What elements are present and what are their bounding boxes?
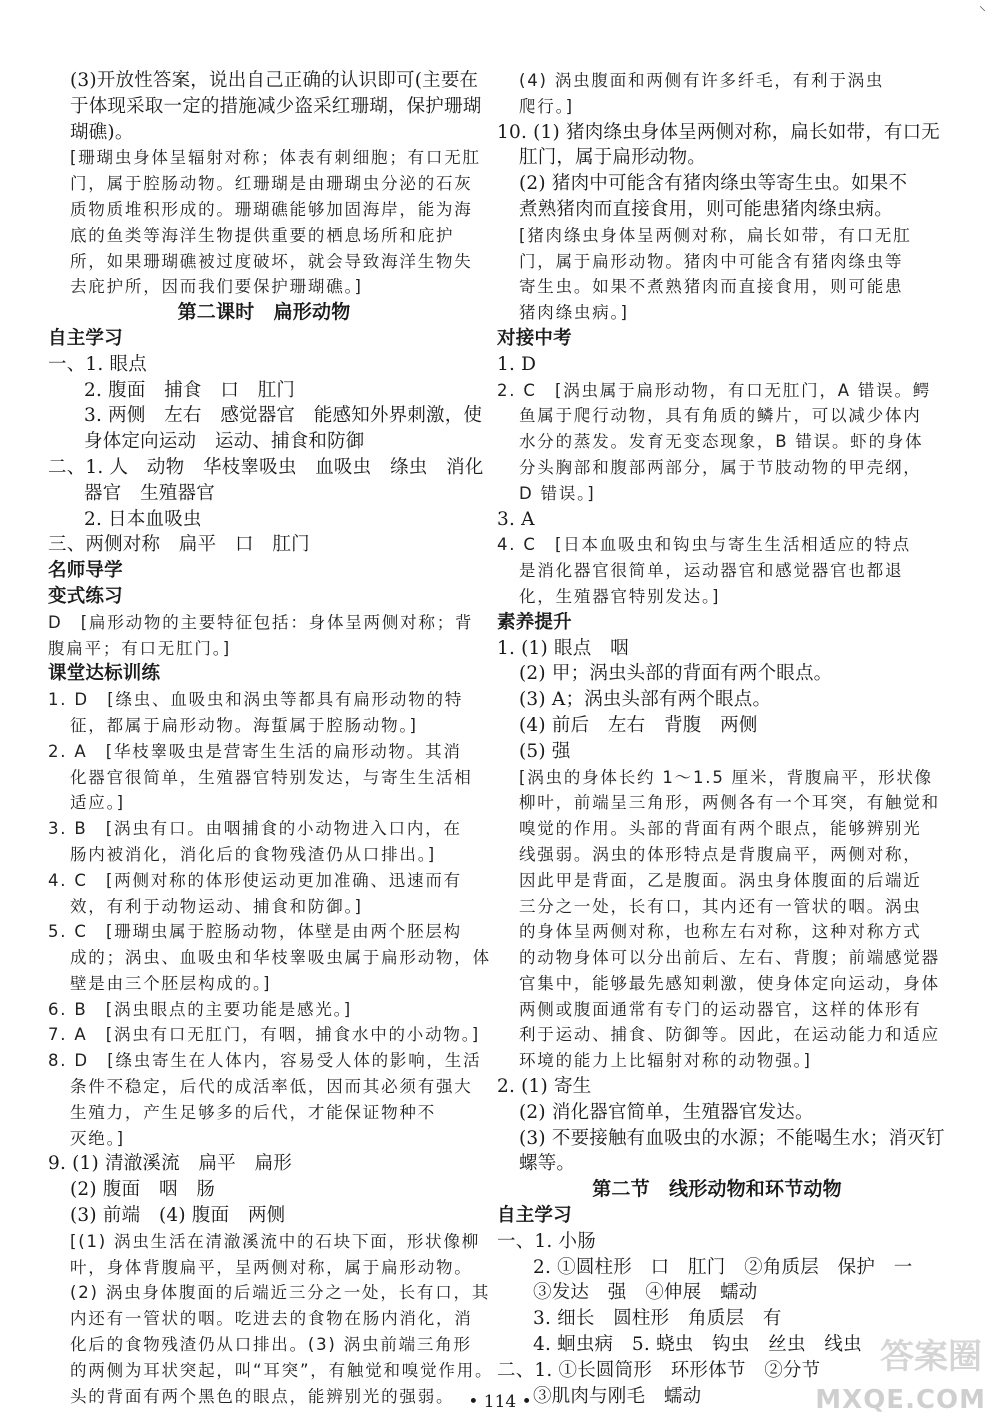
page-number: • 114 • — [468, 1392, 532, 1412]
subsection-heading: 自主学习 — [497, 1205, 572, 1227]
text-line: 2. C [涡虫属于扁形动物，有口无肛门，A 错误。鳄 — [497, 380, 932, 400]
text-line: (2) 涡虫身体腹面的后端近三分之一处，长有口，其 — [70, 1283, 491, 1303]
text-line: 3. 两侧 左右 感觉器官 能感知外界刺激，使 — [84, 405, 483, 427]
subsection-heading: 课堂达标训练 — [48, 663, 161, 685]
text-line: 3. B [涡虫有口。由咽捕食的小动物进入口内，在 — [48, 819, 462, 839]
text-line: 化后的食物残渣仍从口排出。(3) 涡虫前端三角形 — [70, 1335, 472, 1355]
text-line: 肠内被消化，消化后的食物残渣仍从口排出。] — [70, 844, 436, 864]
subsection-heading: 自主学习 — [48, 327, 123, 349]
text-line: 二、1. ①长圆筒形 环形体节 ②分节 — [497, 1359, 821, 1381]
right-column — [497, 68, 945, 1409]
text-line: 化，生殖器官特别发达。] — [519, 586, 721, 606]
text-line: 的两侧为耳状突起，叫“耳突”，有触觉和嗅觉作用。 — [70, 1360, 494, 1380]
text-line: 的动物身体可以分出前后、左右、背腹；前端感觉器 — [519, 948, 940, 968]
subsection-heading: 名师导学 — [48, 560, 123, 582]
text-line: 头的背面有两个黑色的眼点，能辨别光的强弱。 — [70, 1386, 455, 1406]
text-line: 去庇护所，因而我们要保护珊瑚礁。] — [70, 277, 363, 297]
text-line: 嗅觉的作用。头部的背面有两个眼点，能够辨别光 — [519, 819, 922, 839]
text-line: 分头胸部和腹部两部分，属于节肢动物的甲壳纲， — [519, 457, 922, 477]
text-line: (3) 前端 (4) 腹面 两侧 — [70, 1205, 286, 1227]
text-line: 1. D — [497, 353, 537, 375]
text-line: 壁是由三个胚层构成的。] — [70, 973, 272, 993]
text-line: 瑚礁)。 — [70, 121, 134, 143]
text-line: 三分之一处，长有口，其内还有一管状的咽。涡虫 — [519, 896, 922, 916]
text-line: 二、1. 人 动物 华枝睾吸虫 血吸虫 绦虫 消化 — [48, 456, 484, 478]
text-line: (4) 前后 左右 背腹 两侧 — [519, 714, 758, 736]
text-line: 化器官很简单，生殖器官特别发达，与寄生生活相 — [70, 767, 473, 787]
watermark-site: MXQE.COM — [815, 1385, 986, 1415]
text-line: 征，都属于扁形动物。海蜇属于腔肠动物。] — [70, 715, 418, 735]
text-line: 水分的蒸发。发育无变态现象，B 错误。虾的身体 — [519, 432, 924, 452]
section-heading: 第二节 线形动物和环节动物 — [592, 1178, 842, 1201]
text-line: (5) 强 — [519, 740, 571, 762]
text-line: 线强弱。涡虫的体形特点是背腹扁平，两侧对称， — [519, 844, 922, 864]
text-line: 质物质堆积形成的。珊瑚礁能够加固海岸，能为海 — [70, 199, 473, 219]
text-line: 8. D [绦虫寄生在人体内，容易受人体的影响，生活 — [48, 1051, 482, 1071]
text-line: 肛门，属于扁形动物。 — [519, 147, 707, 169]
text-line: 3. 细长 圆柱形 角质层 有 — [533, 1308, 782, 1330]
text-line: [涡虫的身体长约 1～1.5 厘米，背腹扁平，形状像 — [519, 767, 933, 787]
text-line: (2) 腹面 咽 肠 — [70, 1179, 216, 1201]
text-line: 4. 蛔虫病 5. 蛲虫 钩虫 丝虫 线虫 — [533, 1334, 862, 1356]
text-line: 鱼属于爬行动物，具有角质的鳞片，可以减少体内 — [519, 406, 922, 426]
text-line: 两侧或腹面通常有专门的运动器官，这样的体形有 — [519, 999, 922, 1019]
watermark-seal: 答案圈 — [880, 1337, 982, 1377]
text-line: ③发达 强 ④伸展 蠕动 — [533, 1282, 758, 1304]
text-line: 10. (1) 猪肉绦虫身体呈两侧对称，扁长如带，有口无 — [497, 121, 940, 143]
text-line: 猪肉绦虫病。] — [519, 303, 629, 323]
text-line: 的身体呈两侧对称，也称左右对称，这种对称方式 — [519, 922, 922, 942]
text-line: 螺等。 — [519, 1153, 576, 1175]
text-line: 效，有利于动物运动、捕食和防御。] — [70, 896, 363, 916]
left-column — [48, 68, 494, 1409]
text-line: 一、1. 眼点 — [48, 353, 147, 375]
watermark-logo — [815, 1329, 992, 1419]
text-line: 叶，身体背腹扁平，呈两侧对称，属于扁形动物。 — [70, 1257, 473, 1277]
text-line: 底的鱼类等海洋生物提供重要的栖息场所和庇护 — [70, 225, 455, 245]
text-line: (2) 消化器官简单，生殖器官发达。 — [519, 1101, 814, 1123]
subsection-heading: 变式练习 — [48, 585, 123, 607]
text-line: 2. 腹面 捕食 口 肛门 — [84, 379, 296, 401]
text-line: 器官 生殖器官 — [84, 482, 215, 504]
subsection-heading: 素养提升 — [497, 611, 572, 633]
text-line: 寄生虫。如果不煮熟猪肉而直接食用，则可能患 — [519, 277, 904, 297]
section-heading: 第二课时 扁形动物 — [177, 301, 351, 324]
text-line: 煮熟猪肉而直接食用，则可能患猪肉绦虫病。 — [519, 198, 894, 220]
text-line: (3) 不要接触有血吸虫的水源；不能喝生水；消灭钉 — [519, 1127, 945, 1149]
text-line: 所，如果珊瑚礁被过度破坏，就会导致海洋生物失 — [70, 251, 473, 271]
text-line: [珊瑚虫身体呈辐射对称；体表有刺细胞；有口无肛 — [70, 148, 481, 168]
text-line: 爬行。] — [519, 96, 574, 116]
text-line: (3)开放性答案，说出自己正确的认识即可(主要在 — [70, 70, 479, 91]
text-line: 三、两侧对称 扁平 口 肛门 — [48, 534, 310, 556]
text-line: (2) 猪肉中可能含有猪肉绦虫等寄生虫。如果不 — [519, 173, 908, 195]
text-line: 6. B [涡虫眼点的主要功能是感光。] — [48, 999, 352, 1019]
text-line: 内还有一管状的咽。吃进去的食物在肠内消化，消 — [70, 1309, 473, 1329]
text-line: 门，属于腔肠动物。红珊瑚是由珊瑚虫分泌的石灰 — [70, 174, 473, 194]
text-line: 1. D [绦虫、血吸虫和涡虫等都具有扁形动物的特 — [48, 690, 464, 710]
text-line: 灭绝。] — [70, 1128, 125, 1148]
text-line: 条件不稳定，后代的成活率低，因而其必须有强大 — [70, 1077, 473, 1097]
text-line: (2) 甲；涡虫头部的背面有两个眼点。 — [519, 663, 833, 685]
text-line: 因此甲是背面，乙是腹面。涡虫身体腹面的后端近 — [519, 870, 922, 890]
text-line: 2. A [华枝睾吸虫是营寄生生活的扁形动物。其消 — [48, 741, 462, 761]
text-line: 2. 日本血吸虫 — [84, 508, 202, 530]
text-line: 腹扁平；有口无肛门。] — [48, 638, 231, 658]
text-line: [(1) 涡虫生活在清澈溪流中的石块下面，形状像柳 — [70, 1231, 481, 1251]
subsection-heading: 对接中考 — [497, 327, 572, 349]
text-line: 环境的能力上比辐射对称的动物强。] — [519, 1051, 812, 1071]
text-line: D 错误。] — [519, 483, 596, 503]
text-line: [猪肉绦虫身体呈两侧对称，扁长如带，有口无肛 — [519, 225, 912, 245]
text-line: 门，属于扁形动物。猪肉中可能含有猪肉绦虫等 — [519, 251, 904, 271]
text-line: 身体定向运动 运动、捕食和防御 — [84, 431, 365, 453]
text-line: 柳叶，前端呈三角形，两侧各有一个耳突，有触觉和 — [519, 793, 940, 813]
text-line: 4. C [日本血吸虫和钩虫与寄生生活相适应的特点 — [497, 535, 911, 555]
text-line: ③肌肉与刚毛 蠕动 — [533, 1385, 702, 1407]
text-line: 5. C [珊瑚虫属于腔肠动物，体壁是由两个胚层构 — [48, 922, 462, 942]
text-line: 生殖力，产生足够多的后代，才能保证物种不 — [70, 1102, 436, 1122]
corner-mark: ⸌ — [979, 4, 986, 20]
text-line: 一、1. 小肠 — [497, 1230, 596, 1252]
text-line: 于体现采取一定的措施减少盗采红珊瑚，保护珊瑚 — [70, 95, 482, 117]
text-line: 适应。] — [70, 793, 125, 813]
text-line: (3) A；涡虫头部有两个眼点。 — [519, 689, 772, 711]
text-line: 1. (1) 眼点 咽 — [497, 637, 629, 659]
text-line: 3. A — [497, 508, 535, 530]
text-line: 7. A [涡虫有口无肛门，有咽，捕食水中的小动物。] — [48, 1025, 480, 1045]
text-line: 2. (1) 寄生 — [497, 1076, 592, 1098]
text-line: 9. (1) 清澈溪流 扁平 扁形 — [48, 1153, 293, 1175]
text-line: 利于运动、捕食、防御等。因此，在运动能力和适应 — [519, 1025, 940, 1045]
text-line: 官集中，能够最先感知刺激，使身体定向运动，身体 — [519, 973, 940, 993]
text-line: 2. ①圆柱形 口 肛门 ②角质层 保护 一 — [533, 1256, 913, 1278]
text-line: 成的；涡虫、血吸虫和华枝睾吸虫属于扁形动物，体 — [70, 948, 491, 968]
text-line: 是消化器官很简单，运动器官和感觉器官也都退 — [519, 561, 904, 581]
text-line: 4. C [两侧对称的体形使运动更加准确、迅速而有 — [48, 870, 462, 890]
text-line: (4) 涡虫腹面和两侧有许多纤毛，有利于涡虫 — [519, 71, 885, 90]
text-line: D [扁形动物的主要特征包括：身体呈两侧对称；背 — [48, 612, 474, 632]
